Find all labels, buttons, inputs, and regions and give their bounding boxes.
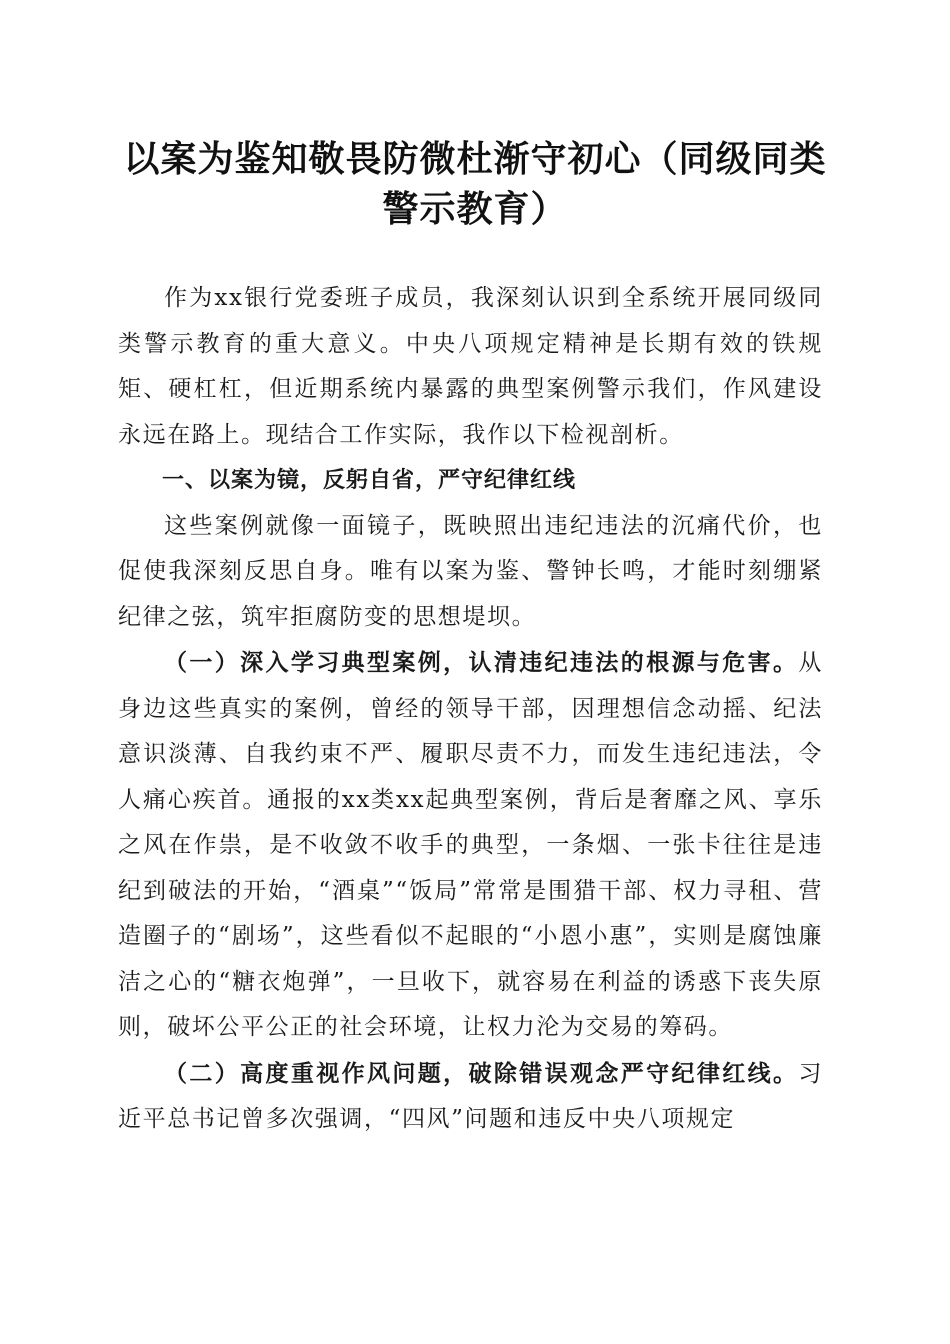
document-body: [118, 276, 823, 1143]
subsection-1-paragraph: [118, 640, 823, 1051]
subsection-2-paragraph: [118, 1051, 823, 1143]
subsection-heading-1: （一）深入学习典型案例，认清违纪违法的根源与危害。: [164, 649, 799, 676]
section-1-lead-paragraph: 这些案例就像一面镜子，既映照出违纪违法的沉痛代价，也促使我深刻反思自身。唯有以案为鉴、警钟长鸣，才能时刻绷紧纪律之弦，筑牢拒腐防变的思想堤坝。: [118, 512, 823, 630]
subsection-1-text: 从身边这些真实的案例，曾经的领导干部，因理想信念动摇、纪法意识淡薄、自我约束不严、履职尽责不力，而发生违纪违法，令人痛心疾首。通报的xx类xx起典型案例，背后是奢靡之风、享乐之风在作祟，是不收敛不收手的典型，一条烟、一张卡往往是违纪到破法的开始，“酒桌”“饭局”常常是围猎干部、权力寻租、营造圈子的“剧场”，这些看似不起眼的“小恩小惠”，实则是腐蚀廉洁之心的“糖衣炮弹”，一旦收下，就容易在利益的诱惑下丧失原则，破坏公平公正的社会环境，让权力沦为交易的筹码。: [118, 650, 823, 1040]
intro-paragraph: 作为xx银行党委班子成员，我深刻认识到全系统开展同级同类警示教育的重大意义。中央八项规定精神是长期有效的铁规矩、硬杠杠，但近期系统内暴露的典型案例警示我们，作风建设永远在路上。现结合工作实际，我作以下检视剖析。: [118, 285, 823, 448]
section-heading-1: 一、以案为镜，反躬自省，严守纪律红线: [162, 468, 577, 493]
subsection-heading-2: （二）高度重视作风问题，破除错误观念严守纪律红线。: [164, 1059, 799, 1087]
document-title: 以案为鉴知敬畏防微杜渐守初心（同级同类警示教育）: [123, 139, 827, 230]
subsection-2-text: 习近平总书记曾多次强调，“四风”问题和违反中央八项规定: [118, 1060, 823, 1132]
